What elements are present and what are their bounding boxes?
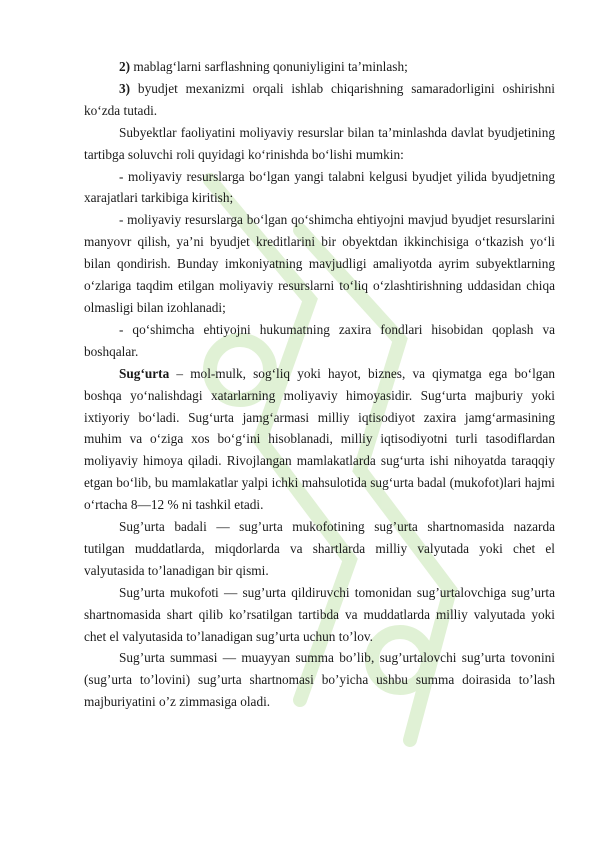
paragraph-7: [84, 363, 555, 516]
paragraph-2: [84, 78, 555, 122]
paragraph-10: [84, 647, 555, 713]
paragraph-text: - moliyaviy resurslarga bo‘lgan qo‘shimcha ehtiyojni mavjud byudjet resurslarini manyovr qilish, ya’ni byudjet kreditlarini bir obyektdan ikkinchisiga o‘tkazish yo‘li bilan qondirish. Bunday imkoniyatning mavjudligi amaliyotda ayrim subyektlarning o‘zlariga taqdim etilgan moliyaviy resurslarni to‘liq o‘zlashtirishning uddasidan chiqa olmasligi bilan izohlanadi;: [84, 212, 555, 315]
term-heading: Sug‘urta: [119, 365, 170, 381]
paragraph-4: [84, 166, 555, 210]
paragraph-text: Subyektlar faoliyatini moliyaviy resurslar bilan ta’minlashda davlat byudjetining tartibga soluvchi roli quyidagi ko‘rinishda bo‘lishi mumkin:: [84, 124, 555, 162]
paragraph-text: - qo‘shimcha ehtiyojni hukumatning zaxira fondlari hisobidan qoplash va boshqalar.: [84, 321, 555, 359]
paragraph-text: – mol-mulk, sog‘liq yoki hayot, biznes, va qiymatga ega bo‘lgan boshqa yo‘nalishdagi xatarlarning moliyaviy himoyasidir. Sug‘urta majburiy yoki ixtiyoriy bo‘ladi. Sug‘urta jamg‘armasi milliy iqtisodiyot zaxira jamg‘armasining muhim va o‘ziga xos bo‘g‘ini hisoblanadi, milliy iqtisodiyotni turli tasodiflardan moliyaviy himoya qiladi. Rivojlangan mamlakatlarda sug‘urta ishi nihoyatda taraqqiy etgan bo‘lib, bu mamlakatlar yalpi ichki mahsulotida sug‘urta badal (mukofot)lari hajmi o‘rtacha 8—12 % ni tashkil etadi.: [84, 365, 555, 513]
paragraph-text: - moliyaviy resurslarga bo‘lgan yangi talabni kelgusi byudjet yilida byudjetning xarajatlari tarkibiga kiritish;: [84, 168, 555, 206]
paragraph-text: Sug’urta summasi — muayyan summa bo’lib, sug’urtalovchi sug’urta tovonini (sug’urta to’lovini) sug’urta shartnomasi bo’yicha ushbu summa doirasida to’lash majburiyatini o’z zimmasiga oladi.: [84, 650, 555, 710]
paragraph-3: [84, 122, 555, 166]
paragraph-text: byudjet mexanizmi orqali ishlab chiqarishning samaradorligini oshirishni ko‘zda tutadi.: [84, 80, 555, 118]
paragraph-9: [84, 582, 555, 648]
paragraph-text: Sug’urta mukofoti — sug’urta qildiruvchi tomonidan sug’urtalovchiga sug’urta shartnomasida shart qilib ko’rsatilgan tartibda va muddatlarda milliy valyutada yoki chet el valyutasida to’lanadigan sug’urta uchun to’lov.: [84, 584, 555, 644]
document-page: [84, 56, 555, 713]
paragraph-5: [84, 209, 555, 319]
paragraph-text: Sug’urta badali — sug’urta mukofotining sug’urta shartnomasida nazarda tutilgan muddatlarda, miqdorlarda va shartlarda milliy valyutada yoki chet el valyutasida to’lanadigan bir qismi.: [84, 519, 555, 578]
list-number: 3): [119, 80, 131, 96]
paragraph-1: [84, 56, 555, 78]
paragraph-8: [84, 516, 555, 582]
paragraph-6: [84, 319, 555, 363]
list-number: 2): [119, 59, 131, 74]
paragraph-text: mablag‘larni sarflashning qonuniyligini ta’minlash;: [130, 59, 408, 74]
